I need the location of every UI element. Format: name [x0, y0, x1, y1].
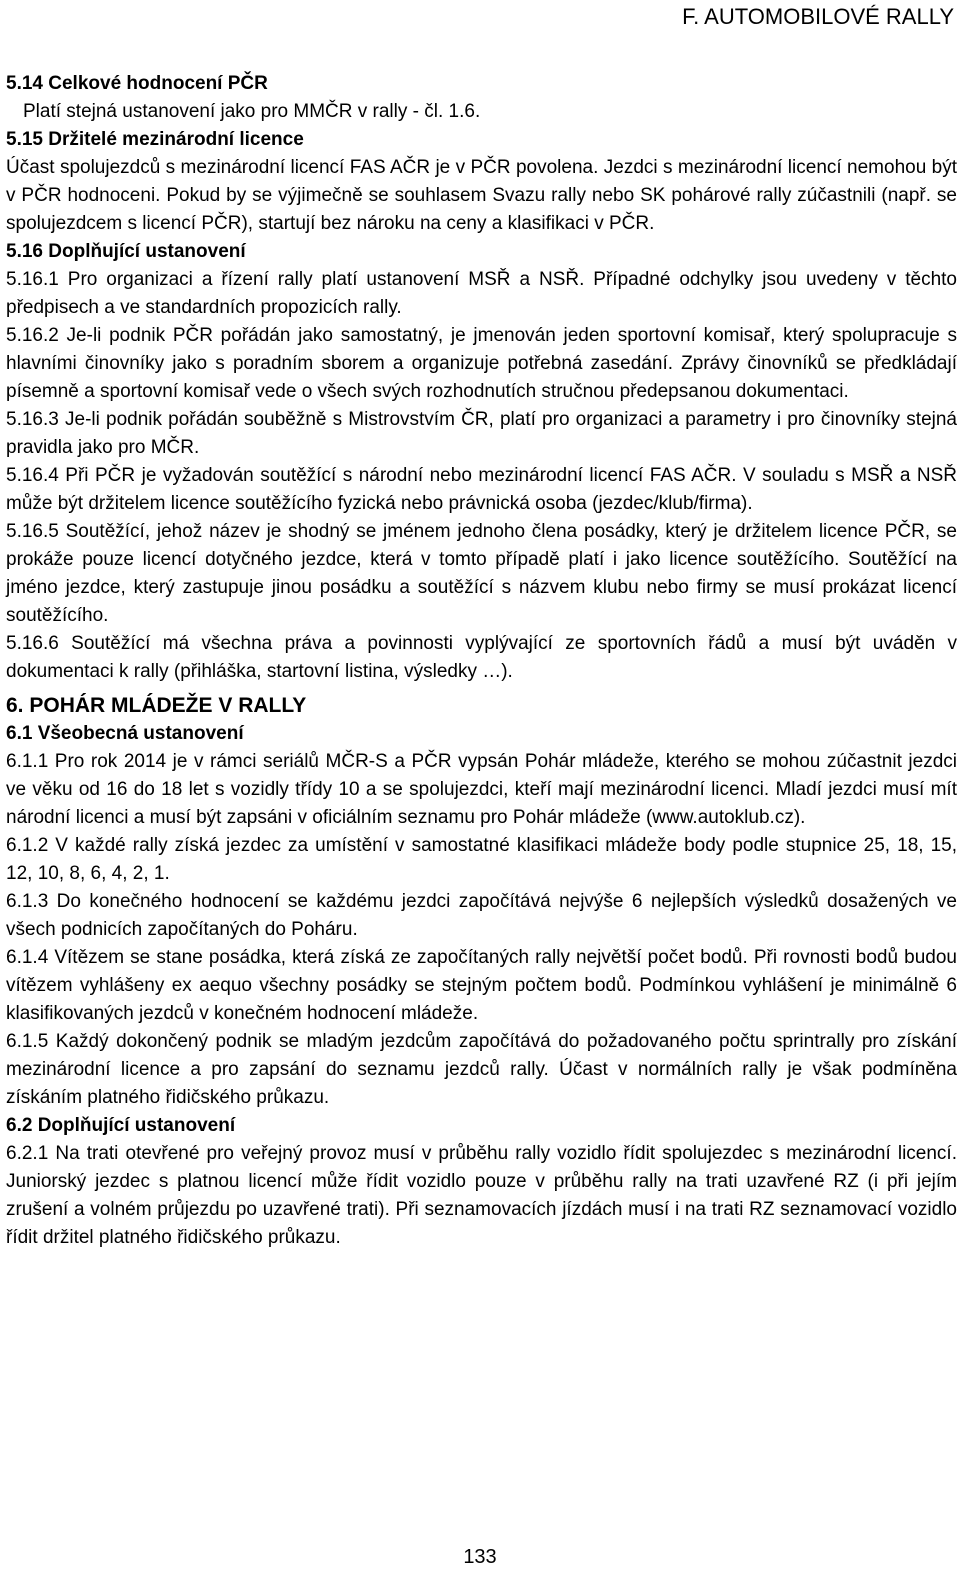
section-heading-5-14: 5.14 Celkové hodnocení PČR [6, 73, 268, 94]
paragraph-5-16-4: 5.16.4 Při PČR je vyžadován soutěžící s národní nebo mezinárodní licencí FAS AČR. V souladu s MSŘ a NSŘ může být držitelem licence soutěžícího fyzická nebo právnická osoba (jezdec/klub/firma). [6, 465, 957, 514]
paragraph-6-1-2: 6.1.2 V každé rally získá jezdec za umístění v samostatné klasifikaci mládeže body podle stupnice 25, 18, 15, 12, 10, 8, 6, 4, 2, 1. [6, 835, 957, 884]
paragraph-5-16-5: 5.16.5 Soutěžící, jehož název je shodný se jménem jednoho člena posádky, který je držitelem licence PČR, se prokáže pouze licencí dotyčného jezdce, která v tomto případě platí i jako licence soutěžícího. Soutěžící na jméno jezdce, který zastupuje jinou posádku a soutěžící s názvem klubu nebo firmy se musí prokázat licencí soutěžícího. [6, 521, 957, 626]
paragraph-5-16-6: 5.16.6 Soutěžící má všechna práva a povinnosti vyplývající ze sportovních řádů a musí být uváděn v dokumentaci k rally (přihláška, startovní listina, výsledky …). [6, 633, 957, 682]
paragraph-6-1-5: 6.1.5 Každý dokončený podnik se mladým jezdcům započítává do požadovaného počtu sprintrally pro získání mezinárodní licence a pro zapsání do seznamu jezdců rally. Účast v normálních rally je však podmíněna získáním platného řidičského průkazu. [6, 1031, 957, 1108]
section-heading-6-1: 6.1 Všeobecná ustanovení [6, 723, 244, 744]
chapter-heading-6: 6. POHÁR MLÁDEŽE V RALLY [6, 694, 307, 717]
page-number: 133 [463, 1546, 497, 1568]
paragraph-5-16-2: 5.16.2 Je-li podnik PČR pořádán jako samostatný, je jmenován jeden sportovní komisař, který spolupracuje s hlavními činovníky jako s poradním sborem a organizuje potřebná zasedání. Zprávy činovníků se předkládají písemně a sportovní komisař vede o všech svých rozhodnutích stručnou předepsanou dokumentaci. [6, 325, 957, 402]
paragraph-6-1-3: 6.1.3 Do konečného hodnocení se každému jezdci započítává nejvýše 6 nejlepších výsledků dosažených ve všech podnicích započítaných do Poháru. [6, 891, 957, 940]
section-heading-5-15: 5.15 Držitelé mezinárodní licence [6, 129, 304, 150]
running-header: F. AUTOMOBILOVÉ RALLY [682, 4, 954, 29]
paragraph-6-1-1: 6.1.1 Pro rok 2014 je v rámci seriálů MČR-S a PČR vypsán Pohár mládeže, kterého se mohou zúčastnit jezdci ve věku od 16 do 18 let s vozidly třídy 10 a se spolujezdci, kteří mají mezinárodní licenci. Mladí jezdci musí mít národní licenci a musí být zapsáni v oficiálním seznamu pro Pohár mládeže (www.autoklub.cz). [6, 751, 957, 828]
paragraph-5-16-3: 5.16.3 Je-li podnik pořádán souběžně s Mistrovstvím ČR, platí pro organizaci a parametry i pro činovníky stejná pravidla jako pro MČR. [6, 409, 957, 458]
paragraph-5-16-1: 5.16.1 Pro organizaci a řízení rally platí ustanovení MSŘ a NSŘ. Případné odchylky jsou uvedeny v těchto předpisech a ve standardních propozicích rally. [6, 269, 957, 318]
paragraph-5-14-text: Platí stejná ustanovení jako pro MMČR v rally - čl. 1.6. [23, 101, 481, 122]
paragraph-6-1-4: 6.1.4 Vítězem se stane posádka, která získá ze započítaných rally největší počet bodů. Při rovnosti bodů budou vítězem vyhlášeny ex aequo všechny posádky se stejným počtem bodů. Podmínkou vyhlášení je minimálně 6 klasifikovaných jezdců v konečném hodnocení mládeže. [6, 947, 957, 1024]
paragraph-5-15-text: Účast spolujezdců s mezinárodní licencí FAS AČR je v PČR povolena. Jezdci s mezinárodní licencí nemohou být v PČR hodnoceni. Pokud by se výjimečně se souhlasem Svazu rally nebo SK pohárové rally zúčastnili (např. se spolujezdcem s licencí PČR), startují bez nároku na ceny a klasifikaci v PČR. [6, 157, 957, 234]
section-heading-6-2: 6.2 Doplňující ustanovení [6, 1115, 236, 1136]
paragraph-6-2-1: 6.2.1 Na trati otevřené pro veřejný provoz musí v průběhu rally vozidlo řídit spolujezdec s mezinárodní licencí. Juniorský jezdec s platnou licencí může řídit vozidlo pouze v průběhu rally na trati uzavřené RZ (i při jejím zrušení a volném průjezdu po uzavřené trati). Při seznamovacích jízdách musí i na trati RZ seznamovací vozidlo řídit držitel platného řidičského průkazu. [6, 1143, 957, 1248]
section-heading-5-16: 5.16 Doplňující ustanovení [6, 241, 246, 262]
document-body [6, 70, 957, 1252]
